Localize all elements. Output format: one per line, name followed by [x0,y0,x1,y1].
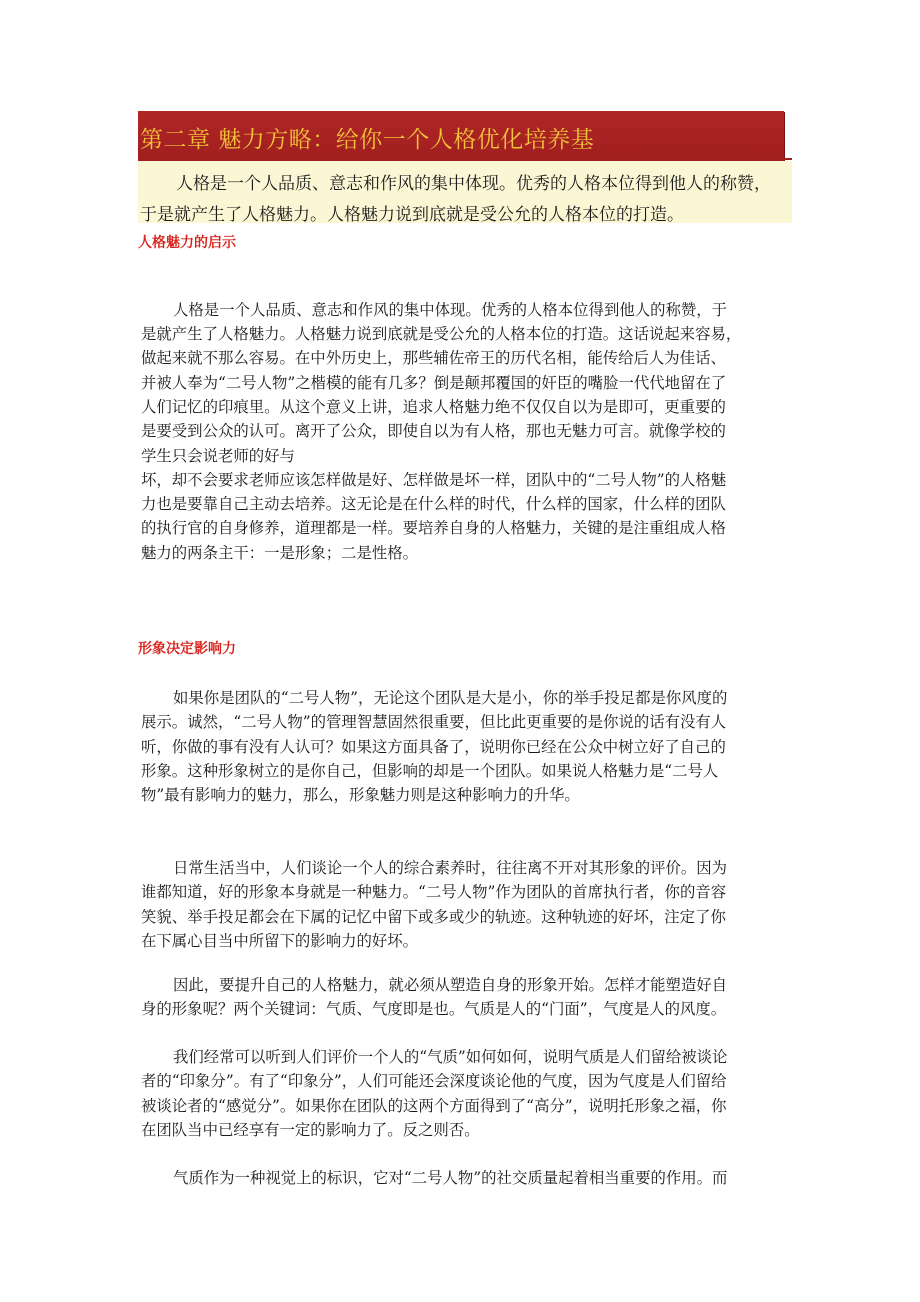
body-line: 魅力的两条主干：一是形象；二是性格。 [141,544,419,562]
banner-edge-mark [784,158,792,160]
body-line: 物”最有影响力的魅力，那么，形象魅力则是这种影响力的升华。 [141,786,580,804]
intro-line: 人格是一个人品质、意志和作风的集中体现。优秀的人格本位得到他人的称赞， [176,174,771,194]
body-line: 听，你做的事有没有人认可？如果这方面具备了，说明你已经在公众中树立好了自己的 [141,738,726,756]
body-line: 在团队当中已经享有一定的影响力了。反之则否。 [141,1121,480,1139]
body-line: 笑貌、举手投足都会在下属的记忆中留下或多或少的轨迹。这种轨迹的好坏，注定了你 [141,908,726,926]
section-heading-image-influence: 形象决定影响力 [138,641,236,657]
body-line: 做起来就不那么容易。在中外历史上，那些辅佐帝王的历代名相，能传给后人为佳话、 [141,349,726,367]
body-line: 展示。诚然，“二号人物”的管理智慧固然很重要，但比此更重要的是你说的话有没有人 [141,713,727,731]
body-line: 身的形象呢？两个关键词：气质、气度即是也。气质是人的“门面”，气度是人的风度。 [141,1000,727,1018]
body-line: 因此，要提升自己的人格魅力，就必须从塑造自身的形象开始。怎样才能塑造好自 [173,976,728,994]
body-line: 学生只会说老师的好与 [141,447,295,465]
body-line: 人们记忆的印痕里。从这个意义上讲，追求人格魅力绝不仅仅自以为是即可，更重要的 [141,398,726,416]
body-line: 的执行官的自身修养，道理都是一样。要培养自身的人格魅力，关键的是注重组成人格 [141,519,726,537]
body-line: 者的“印象分”。有了“印象分”，人们可能还会深度谈论他的气度，因为气度是人们留给 [141,1072,727,1090]
body-line: 形象。这种形象树立的是你自己，但影响的却是一个团队。如果说人格魅力是“二号人 [141,762,719,780]
body-line: 是要受到公众的认可。离开了公众，即使自以为有人格，那也无魅力可言。就像学校的 [141,422,726,440]
body-line: 是就产生了人格魅力。人格魅力说到底就是受公允的人格本位的打造。这话说起来容易， [141,325,742,343]
chapter-title-banner [138,111,784,161]
body-line: 我们经常可以听到人们评价一个人的“气质”如何如何，说明气质是人们留给被谈论 [173,1048,728,1066]
body-line: 坏，却不会要求老师应该怎样做是好、怎样做是坏一样，团队中的“二号人物”的人格魅 [141,471,727,489]
chapter-title: 第二章 魅力方略：给你一个人格优化培养基 [140,127,595,153]
body-line: 人格是一个人品质、意志和作风的集中体现。优秀的人格本位得到他人的称赞，于 [173,301,728,319]
intro-summary-box [138,161,792,223]
body-line: 被谈论者的“感觉分”。如果你在团队的这两个方面得到了“高分”，说明托形象之福，你 [141,1097,727,1115]
body-line: 在下属心目当中所留下的影响力的好坏。 [141,932,419,950]
body-line: 力也是要靠自己主动去培养。这无论是在什么样的时代，什么样的国家，什么样的团队 [141,495,726,513]
body-line: 谁都知道，好的形象本身就是一种魅力。“二号人物”作为团队的首席执行者，你的音容 [141,883,727,901]
body-line: 并被人奉为“二号人物”之楷模的能有几多？倒是颠邦覆国的奸臣的嘴脸一代代地留在了 [141,374,727,392]
body-line: 如果你是团队的“二号人物”，无论这个团队是大是小，你的举手投足都是你风度的 [173,689,728,707]
body-line: 气质作为一种视觉上的标识，它对“二号人物”的社交质量起着相当重要的作用。而 [173,1169,728,1187]
intro-line: 于是就产生了人格魅力。人格魅力说到底就是受公允的人格本位的打造。 [140,205,684,223]
section-heading-inspiration: 人格魅力的启示 [138,235,236,251]
body-line: 日常生活当中，人们谈论一个人的综合素养时，往往离不开对其形象的评价。因为 [173,859,728,877]
